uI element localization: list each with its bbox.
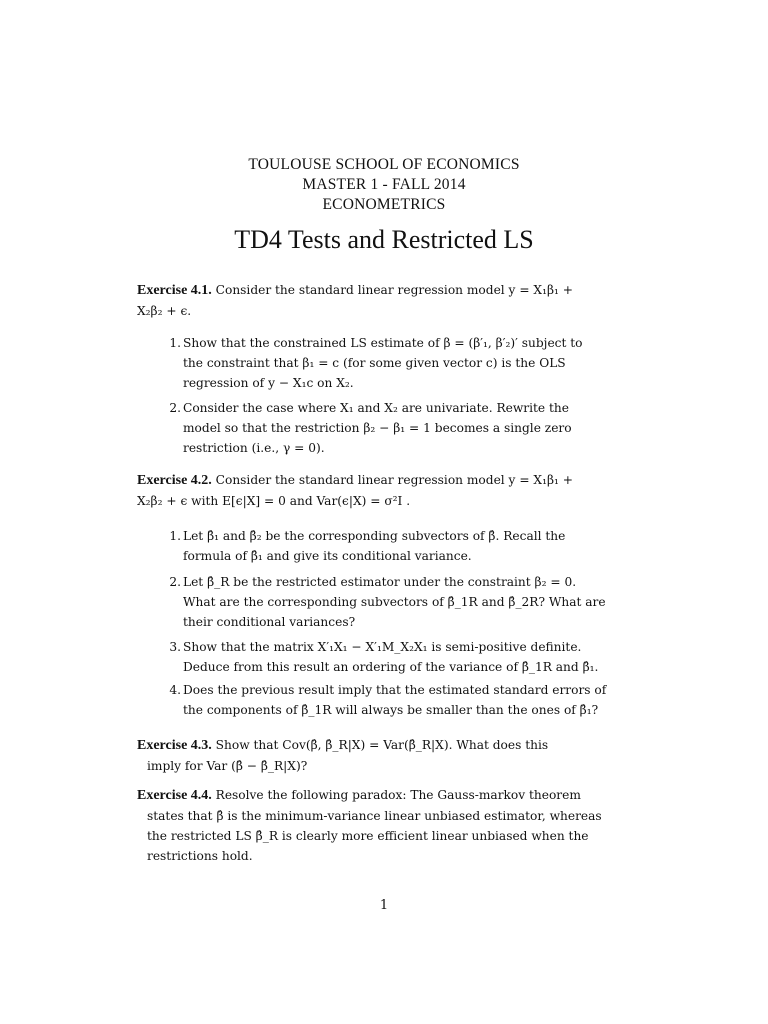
exercise-4-1 bbox=[137, 280, 637, 321]
program-name: MASTER 1 - FALL 2014 bbox=[302, 176, 466, 193]
school-name: TOULOUSE SCHOOL OF ECONOMICS bbox=[248, 156, 520, 173]
item-line: Let β̂_R be the restricted estimator under the constraint β₂ = 0. bbox=[183, 575, 577, 589]
exercise-intro: Consider the standard linear regression model y = X₁β₁ + bbox=[215, 473, 573, 487]
item-line: their conditional variances? bbox=[183, 615, 356, 629]
course-name: ECONOMETRICS bbox=[322, 196, 446, 213]
exercise-label: Exercise 4.2. bbox=[137, 473, 212, 488]
exercise-4-2 bbox=[137, 470, 637, 511]
item-line: model so that the restriction β₂ − β₁ = 1 becomes a single zero bbox=[183, 421, 572, 435]
item-number: 4. bbox=[169, 683, 181, 697]
item-number: 2. bbox=[169, 401, 181, 415]
exercise-4-2-item-3 bbox=[167, 637, 637, 677]
item-line: the constraint that β₁ = c (for some given vector c) is the OLS bbox=[183, 356, 566, 370]
item-line: the components of β̂_1R will always be smaller than the ones of β̂₁? bbox=[183, 703, 599, 717]
exercise-4-3 bbox=[137, 735, 637, 776]
exercise-label: Exercise 4.1. bbox=[137, 283, 212, 298]
item-number: 1. bbox=[169, 529, 181, 543]
item-number: 2. bbox=[169, 575, 181, 589]
exercise-4-2-item-4 bbox=[167, 680, 637, 720]
item-number: 3. bbox=[169, 640, 181, 654]
exercise-line: restrictions hold. bbox=[147, 849, 253, 863]
exercise-intro-continued: X₂β₂ + ϵ. bbox=[137, 304, 192, 318]
item-line: Let β̂₁ and β̂₂ be the corresponding subvectors of β̂. Recall the bbox=[183, 529, 566, 543]
item-line: restriction (i.e., γ = 0). bbox=[183, 441, 325, 455]
exercise-label: Exercise 4.3. bbox=[137, 738, 212, 753]
item-line: Show that the constrained LS estimate of β = (β′₁, β′₂)′ subject to bbox=[183, 336, 583, 350]
exercise-4-2-item-2 bbox=[167, 572, 637, 632]
page-number: 1 bbox=[379, 898, 389, 913]
item-line: formula of β̂₁ and give its conditional variance. bbox=[183, 549, 472, 563]
exercise-intro: Resolve the following paradox: The Gauss-markov theorem bbox=[215, 788, 581, 802]
exercise-line: the restricted LS β̂_R is clearly more efficient linear unbiased when the bbox=[147, 829, 589, 843]
exercise-4-2-item-1 bbox=[167, 526, 637, 566]
exercise-line: states that β̂ is the minimum-variance linear unbiased estimator, whereas bbox=[147, 809, 602, 823]
exercise-4-4 bbox=[137, 785, 637, 866]
item-line: Show that the matrix X′₁X₁ − X′₁M_X₂X₁ is semi-positive definite. bbox=[183, 640, 582, 654]
exercise-label: Exercise 4.4. bbox=[137, 788, 212, 803]
document-title: TD4 Tests and Restricted LS bbox=[234, 225, 534, 254]
exercise-intro-continued: X₂β₂ + ϵ with E[ϵ|X] = 0 and Var(ϵ|X) = σ²I . bbox=[137, 494, 411, 508]
item-number: 1. bbox=[169, 336, 181, 350]
item-line: Does the previous result imply that the estimated standard errors of bbox=[183, 683, 607, 697]
item-line: regression of y − X₁c on X₂. bbox=[183, 376, 354, 390]
exercise-4-1-item-1 bbox=[167, 333, 637, 393]
exercise-intro-continued: imply for Var (β̂ − β̂_R|X)? bbox=[147, 759, 308, 773]
item-line: Consider the case where X₁ and X₂ are univariate. Rewrite the bbox=[183, 401, 569, 415]
item-line: What are the corresponding subvectors of β̂_1R and β̂_2R? What are bbox=[183, 595, 606, 609]
item-line: Deduce from this result an ordering of the variance of β̂_1R and β̂₁. bbox=[183, 660, 599, 674]
exercise-4-1-item-2 bbox=[167, 398, 637, 458]
exercise-intro: Consider the standard linear regression model y = X₁β₁ + bbox=[215, 283, 573, 297]
document-header bbox=[0, 155, 768, 255]
exercise-intro: Show that Cov(β̂, β̂_R|X) = Var(β̂_R|X). What does this bbox=[215, 738, 549, 752]
